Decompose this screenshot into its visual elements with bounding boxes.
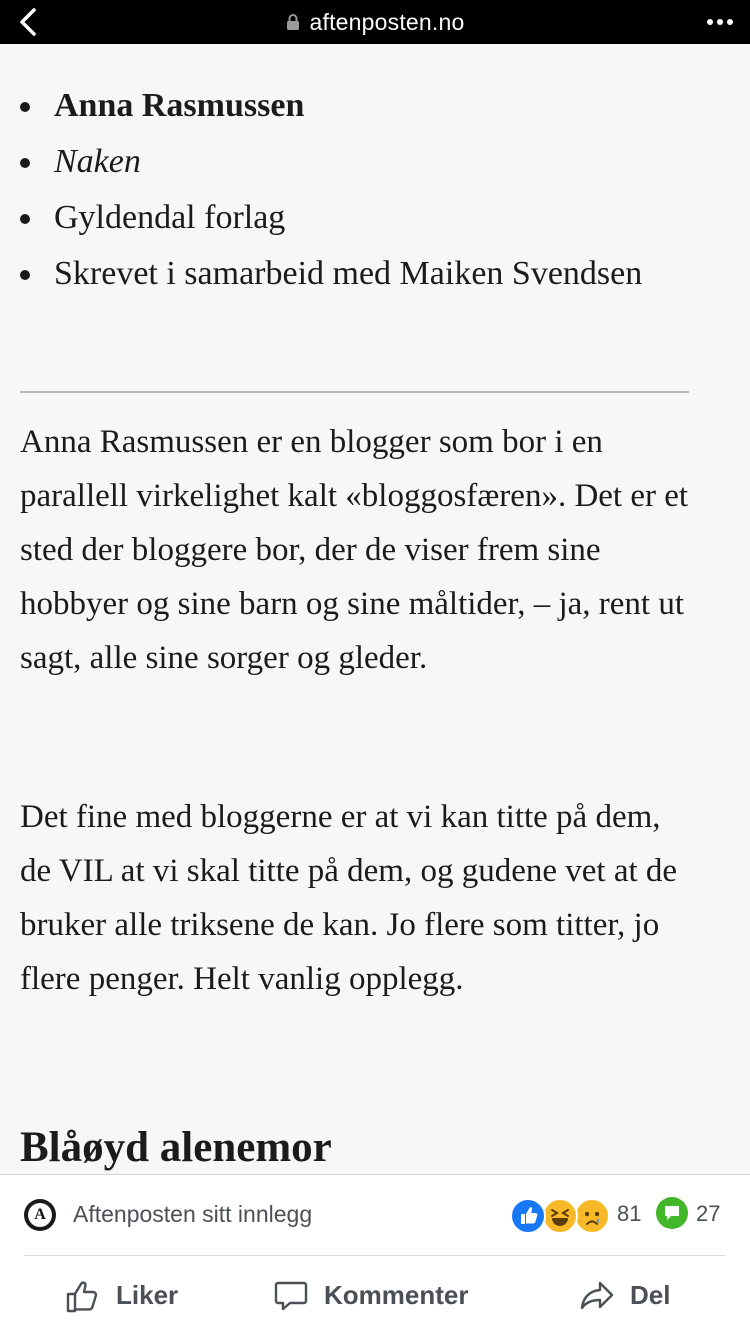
sad-reaction-icon <box>574 1198 610 1234</box>
fact-title: Naken <box>0 134 700 190</box>
lock-icon <box>286 13 300 31</box>
share-arrow-icon <box>578 1277 616 1315</box>
comment-icon <box>272 1277 310 1315</box>
paragraph: Det fine med bloggerne er at vi kan titte på dem, de VIL at vi skal titte på dem, og gudene vet at de bruker alle triksene de kan. Jo flere som titter, jo flere penger. Helt vanlig opplegg. <box>20 799 678 997</box>
page-avatar[interactable] <box>24 1199 56 1231</box>
post-info-row <box>0 1175 750 1255</box>
url-text: aftenposten.no <box>309 8 465 35</box>
more-button[interactable] <box>700 2 740 42</box>
like-button[interactable] <box>64 1256 178 1335</box>
section-divider <box>20 391 689 393</box>
facebook-engagement-bar <box>0 1174 750 1335</box>
comment-bubble-icon[interactable] <box>656 1197 688 1229</box>
share-button[interactable] <box>578 1256 670 1335</box>
fact-author: Anna Rasmussen <box>0 78 700 134</box>
fact-publisher: Gyldendal forlag <box>0 190 700 246</box>
reaction-count[interactable]: 81 <box>617 1201 642 1226</box>
comment-button[interactable] <box>272 1256 468 1335</box>
comment-count[interactable]: 27 <box>696 1201 721 1226</box>
fact-cowriter: Skrevet i samarbeid med Maiken Svendsen <box>0 246 700 302</box>
paragraph: Anna Rasmussen er en blogger som bor i en parallell virkelighet kalt «bloggosfæren». Det er et sted der bloggere bor, der de viser frem sine hobbyer og sine barn og sine måltider, – ja, rent ut sagt, alle sine sorger og gleder. <box>20 424 689 676</box>
article-body <box>0 44 750 1174</box>
address-bar[interactable] <box>0 0 750 44</box>
post-label[interactable]: Aftenposten sitt innlegg <box>73 1201 313 1227</box>
browser-top-bar <box>0 0 750 44</box>
reactions-summary[interactable] <box>512 1198 544 1230</box>
haha-reaction-icon <box>542 1198 578 1234</box>
thumbs-up-icon <box>64 1277 102 1315</box>
like-label: Liker <box>116 1280 179 1310</box>
book-facts-list <box>0 78 700 302</box>
share-label: Del <box>630 1280 671 1310</box>
subheading: Blåøyd alenemor <box>20 1124 332 1171</box>
more-horizontal-icon <box>707 19 713 25</box>
like-reaction-icon <box>510 1198 546 1234</box>
aftenposten-logo: A <box>28 1203 52 1227</box>
action-row <box>0 1256 750 1335</box>
comment-label: Kommenter <box>324 1280 469 1310</box>
